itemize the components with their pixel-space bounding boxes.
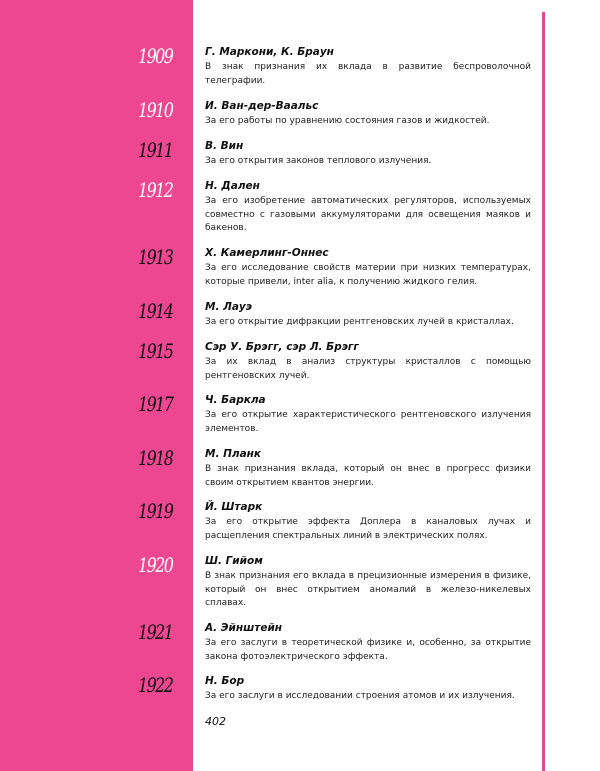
laureate-name: Ч. Баркла [205,394,266,406]
laureate-name: Сэр У. Брэгг, сэр Л. Брэгг [205,341,359,353]
year: 1913 [138,245,173,269]
year: 1918 [138,446,173,470]
year: 1911 [138,138,173,162]
laureate-name: Ш. Гийом [205,555,263,567]
citation: За его работы по уравнению состояния газов и жидкостей. [205,116,490,126]
laureate-name: Н. Бор [205,675,245,687]
year: 1915 [138,339,173,363]
citation: За его исследование свойств материи при низких температурах, которые привели, inter alia, к получению жидкого гелия. [205,263,531,287]
citation: В знак признания их вклада в развитие беспроволочной телеграфии. [205,62,531,86]
laureate-name: Г. Маркони, К. Браун [205,46,334,58]
year: 1921 [138,620,173,644]
citation: За его заслуги в исследовании строения атомов и их излучения. [205,691,515,701]
citation: За его открытие характеристического рентгеновского излучения элементов. [205,410,531,434]
citation: В знак признания его вклада в прецизионные измерения в физике, который он внес открытием аномалий в железо-никелевых сплавах. [205,571,531,608]
year: 1919 [138,499,173,523]
laureate-name: Н. Дален [205,180,260,192]
citation: За его заслуги в теоретической физике и, особенно, за открытие закона фотоэлектрического эффекта. [205,638,531,662]
laureate-name: И. Ван-дер-Ваальс [205,100,319,112]
citation: За его открытие дифракции рентгеновских лучей в кристаллах. [205,317,514,327]
laureate-name: Й. Штарк [205,501,263,513]
laureate-name: М. Планк [205,448,262,460]
citation: За их вклад в анализ структуры кристаллов с помощью рентгеновских лучей. [205,357,531,381]
citation: В знак признания вклада, который он внес в прогресс физики своим открытием квантов энергии. [205,464,531,488]
laureate-name: М. Лауэ [205,301,252,313]
year: 1920 [138,553,173,577]
year: 1912 [138,178,173,202]
laureate-name: Х. Камерлинг-Оннес [205,247,329,259]
year: 1922 [138,673,173,697]
year: 1909 [138,44,173,68]
citation: За его открытия законов теплового излучения. [205,156,432,166]
citation: За его изобретение автоматических регуляторов, используемых совместно с газовыми аккумуляторами для освещения маяков и бакенов. [205,196,531,233]
citation: За его открытие эффекта Доплера в каналовых лучах и расщепления спектральных линий в электрических полях. [205,517,531,541]
laureate-name: А. Эйнштейн [205,622,283,634]
year: 1910 [138,98,173,122]
year: 1917 [138,392,173,416]
page-number: 402 [205,715,226,728]
year: 1914 [138,299,173,323]
laureate-name: В. Вин [205,140,244,152]
right-border-rule [542,12,545,771]
